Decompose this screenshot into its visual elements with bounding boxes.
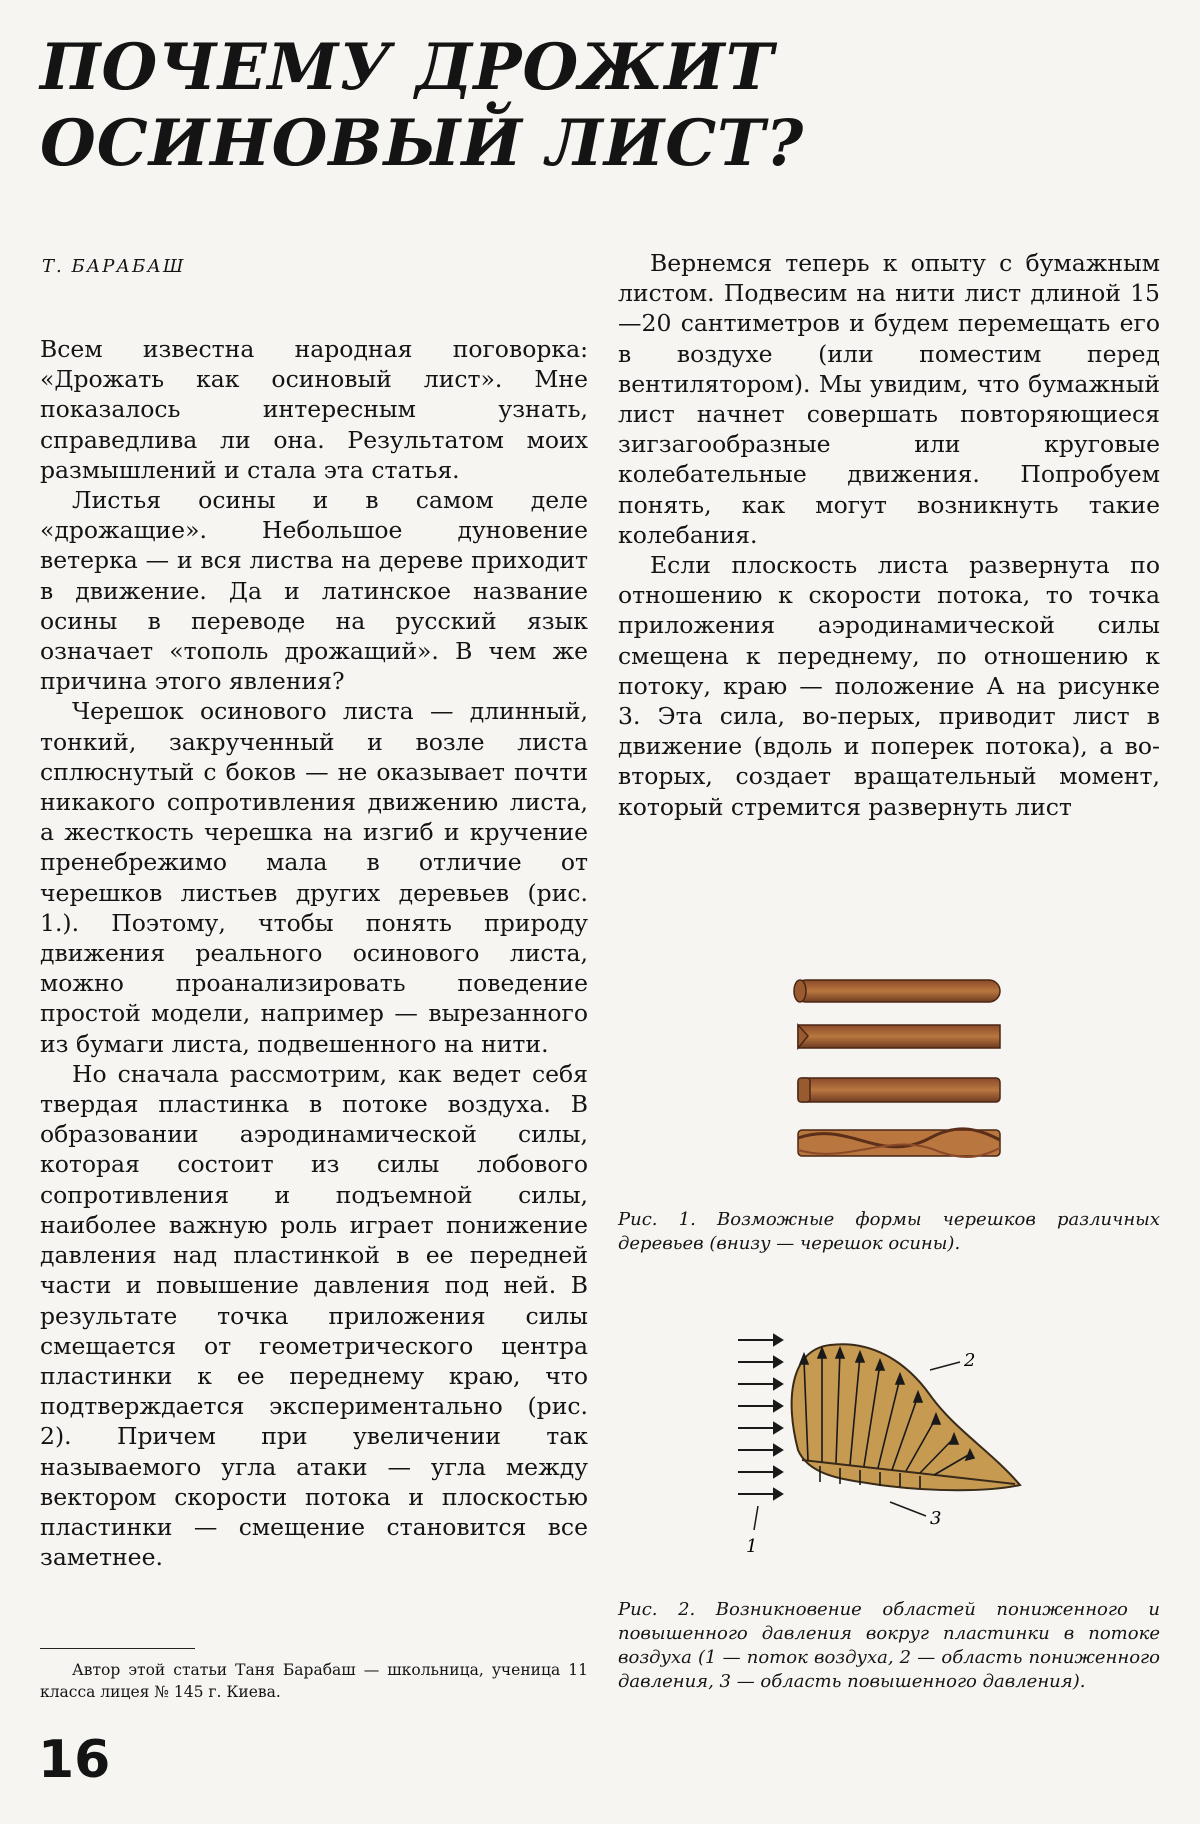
figure-2-caption: Рис. 2. Возникновение областей пониженного и повышенного давления вокруг пластинки в потоке воздуха (1 — поток воздуха, 2 — область пониженного давления, 3 — область повышенного давления).: [618, 1599, 1160, 1692]
title-line-2: ОСИНОВЫЙ ЛИСТ?: [40, 106, 805, 181]
title-line-1: ПОЧЕМУ ДРОЖИТ: [40, 30, 775, 105]
airflow-arrows: [738, 1335, 782, 1499]
label-low-pressure: 2: [964, 1350, 976, 1371]
paragraph: Листья осины и в самом деле «дрожащие». Небольшое дуновение ветерка — и вся листва на дереве приходит в движение. Да и латинское название осины в переводе на русский язык означает «тополь дрожащий». В чем же причина этого явления?: [40, 486, 588, 696]
figure-1-petioles: [790, 970, 1010, 1170]
left-column: [40, 334, 588, 1572]
petiole-square: [798, 1078, 1000, 1102]
paragraph: Всем известна народная поговорка: «Дрожать как осиновый лист». Мне показалось интересным узнать, справедлива ли она. Результатом моих размышлений и стала эта статья.: [40, 335, 588, 484]
paragraph: Черешок осинового листа — длинный, тонкий, закрученный и возле листа сплюснутый с боков — не оказывает почти никакого сопротивления движению листа, а жесткость черешка на изгиб и кручение пренебрежимо мала в отличие от черешков листьев других деревьев (рис. 1.). Поэтому, чтобы понять природу движения реального осинового листа, можно проанализировать поведение простой модели, например — вырезанного из бумаги листа, подвешенного на нити.: [40, 697, 588, 1058]
figure-1-caption: Рис. 1. Возможные формы черешков различных деревьев (внизу — черешок осины).: [618, 1209, 1160, 1254]
petiole-round: [794, 980, 1000, 1002]
paragraph: Но сначала рассмотрим, как ведет себя твердая пластинка в потоке воздуха. В образовании аэродинамической силы, которая состоит из силы лобового сопротивления и подъемной силы, наиболее важную роль играет понижение давления над пластинкой в ее передней части и повышение давления под ней. В результате точка приложения силы смещается от геометрического центра пластинки к ее переднему краю, что подтверждается экспериментально (рис. 2). Причем при увеличении так называемого угла атаки — угла между вектором скорости потока и плоскостью пластинки — смещение становится все заметнее.: [40, 1059, 588, 1572]
pressure-region-shape: [792, 1344, 1020, 1490]
page-number: 16: [38, 1730, 111, 1790]
footnote-text: Автор этой статьи Таня Барабаш — школьница, ученица 11 класса лицея № 145 г. Киева.: [40, 1661, 588, 1701]
article-title: [40, 30, 804, 182]
figure-2-pressure: [730, 1320, 1050, 1560]
paragraph: Если плоскость листа развернута по отношению к скорости потока, то точка приложения аэродинамической силы смещена к переднему, по отношению к потоку, краю — положение А на рисунке 3. Эта сила, во-перых, приводит лист в движение (вдоль и поперек потока), а во-вторых, создает вращательный момент, который стремится развернуть лист: [618, 551, 1160, 821]
label-high-pressure: 3: [930, 1508, 942, 1529]
footnote-rule: [40, 1648, 195, 1649]
petiole-aspen-twisted: [798, 1129, 1000, 1157]
author-name: Т. БАРАБАШ: [42, 256, 186, 277]
author-footnote: [40, 1648, 588, 1703]
petiole-triangular: [798, 1025, 1000, 1048]
label-airflow: 1: [746, 1536, 758, 1557]
paragraph: Вернемся теперь к опыту с бумажным листом. Подвесим на нити лист длиной 15—20 сантиметров и будем перемещать его в воздухе (или поместим перед вентилятором). Мы увидим, что бумажный лист начнет совершать повторяющиеся зигзагообразные или круговые колебательные движения. Попробуем понять, как могут возникнуть такие колебания.: [618, 249, 1160, 549]
right-column: [618, 248, 1160, 822]
